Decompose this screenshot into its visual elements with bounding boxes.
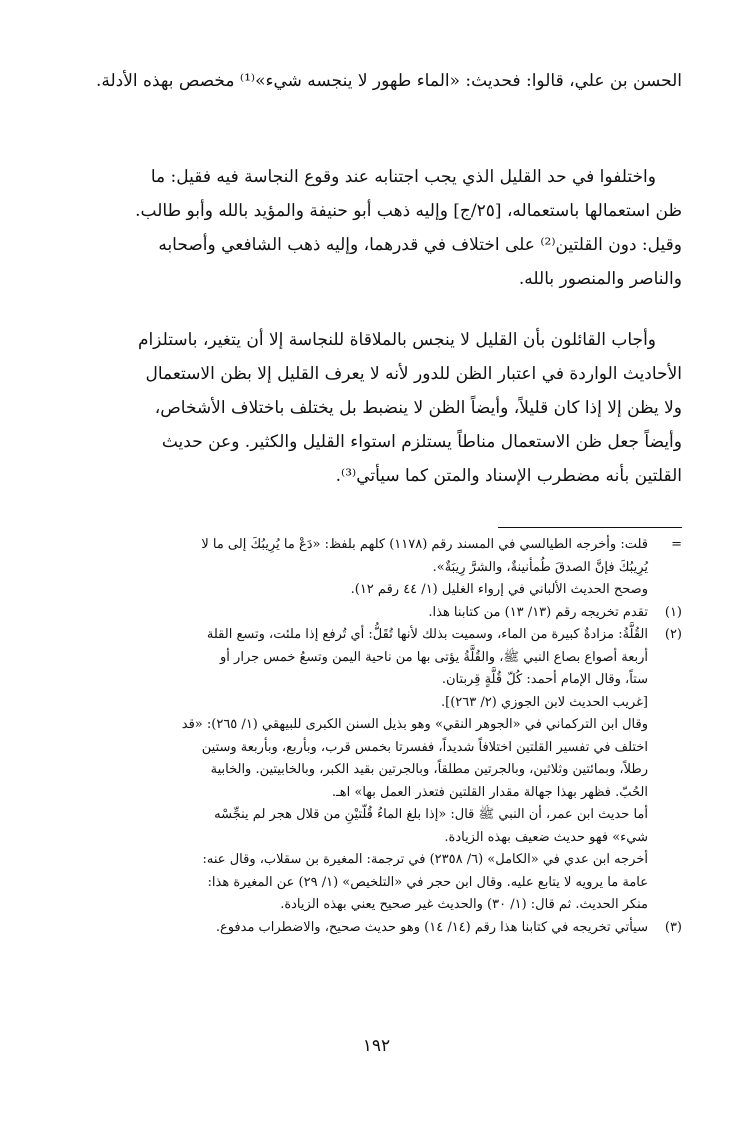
paragraph-1-text: الحسن بن علي، قالوا: فحديث: «الماء طهور لا ينجسه شيء»⁽¹⁾ مخصص بهذه الأدلة. bbox=[95, 71, 682, 91]
footnote-2-line: أما حديث ابن عمر، أن النبي ﷺ قال: «إذا بلغ الماءُ قُلّتيْنِ من قلال هجر لم ينجِّسْه bbox=[214, 807, 648, 822]
footnote-2-line: اختلف في تفسير القلتين اختلافاً شديداً، ففسرتا بخمس قرب، وبأربع، وبأربعة وستين bbox=[201, 739, 648, 755]
footnote-1 bbox=[66, 602, 682, 625]
footnote-continuation bbox=[66, 534, 682, 557]
footnote-2 bbox=[66, 624, 682, 647]
footnote-2-number: (٢) bbox=[664, 627, 682, 642]
continuation-line: وصحح الحديث الألباني في إرواء الغليل (١/ ٤٤ رقم ١٢). bbox=[350, 582, 648, 597]
footnote-2-line: عامة ما يرويه لا يتابع عليه. وقال ابن حجر في «التلخيص» (١/ ٢٩) عن المغيرة هذا: bbox=[207, 874, 648, 890]
continuation-line: يُرِيبُكَ فإنَّ الصدقَ طُمأنينةٌ، والشرَّ رِيبَةٌ». bbox=[432, 559, 648, 575]
footnote-2-line: منكر الحديث. ثم قال: (١/ ٣٠) والحديث غير صحيح يعني بهذه الزيادة. bbox=[280, 897, 648, 912]
page-number: ١٩٢ bbox=[362, 1036, 391, 1056]
paragraph-2-line: ظن استعمالها باستعماله، [٢٥/ج] وإليه ذهب أبو حنيفة والمؤيد بالله وأبو طالب. bbox=[135, 201, 682, 221]
footnote-1-number: (١) bbox=[664, 604, 682, 620]
paragraph-3-line: الأحاديث الواردة في اعتبار الظن للدور لأنه لا يعرف القليل إلا بظن الاستعمال bbox=[145, 364, 682, 384]
footnote-1-text: تقدم تخريجه رقم (١٣/ ١٣) من كتابنا هذا. bbox=[428, 604, 648, 620]
paragraph-3-line: ولا يظن إلا إذا كان قليلاً، وأيضاً الظن لا ينضبط بل يختلف باختلاف الأشخاص، bbox=[154, 398, 682, 418]
footnote-2-line: أربعة أصواع بصاع النبي ﷺ، والقُلَّةُ يؤتى بها من ناحية اليمن وتسعُ خمس جرار أو bbox=[220, 649, 648, 665]
footnote-2-line: أخرجه ابن عدي في «الكامل» (٦/ ٢٣٥٨) في ترجمة: المغيرة بن سقلاب، وقال عنه: bbox=[202, 852, 648, 867]
paragraph-2 bbox=[66, 160, 682, 296]
footnote-3-number: (٣) bbox=[664, 919, 682, 935]
paragraph-3-line: وأيضاً جعل ظن الاستعمال مناطاً يستلزم استواء القليل والكثير. وعن حديث bbox=[161, 432, 682, 452]
paragraph-2-line: والناصر والمنصور بالله. bbox=[518, 269, 682, 289]
footnote-2-line: القُلَّةُ: مزادةٌ كبيرة من الماء، وسميت بذلك لأنها تُقَلُّ: أي تُرفع إذا ملئت، وتسع القلة bbox=[206, 627, 648, 642]
footnote-2-line: رطلاً، وبمائتين وثلاثين، وبالجرتين مطلقاً، وبالجرتين بقيد الكبر، وبالخابيتين. والخابية bbox=[210, 762, 648, 777]
paragraph-2-line: وقيل: دون القلتين⁽²⁾ على اختلاف في قدرهما، وإليه ذهب الشافعي وأصحابه bbox=[158, 235, 682, 255]
paragraph-3-line: القلتين بأنه مضطرب الإسناد والمتن كما سيأتي⁽³⁾. bbox=[335, 466, 682, 486]
footnote-2-line: وقال ابن التركماني في «الجوهر النقي» وهو بذيل السنن الكبرى للبيهقي (١/ ٢٦٥): «قد bbox=[181, 717, 648, 732]
footnote-2-line: [غريب الحديث لابن الجوزي (٢/ ٢٦٣)]. bbox=[441, 694, 648, 710]
paragraph-3-line: وأجاب القائلون بأن القليل لا ينجس بالملاقاة للنجاسة إلا أن يتغير، باستلزام bbox=[137, 330, 656, 350]
footnotes bbox=[66, 534, 682, 939]
footnote-2-line: ستاً، وقال الإمام أحمد: كُلّ قُلَّةٍ قِربتان. bbox=[441, 672, 648, 687]
continuation-line: قلت: وأخرجه الطيالسي في المسند رقم (١١٧٨) كلهم بلفظ: «دَعْ ما يُرِيبُكَ إلى ما لا bbox=[201, 537, 648, 552]
footnote-separator bbox=[498, 527, 682, 528]
footnote-3 bbox=[66, 917, 682, 940]
paragraph-3 bbox=[66, 323, 682, 493]
footnote-3-text: سيأتي تخريجه في كتابنا هذا رقم (١٤/ ١٤) وهو حديث صحيح، والاضطراب مدفوع. bbox=[215, 919, 648, 935]
paragraph-1 bbox=[66, 64, 682, 98]
footnote-2-line: الحُبّ. فظهر بهذا جهالة مقدار القلتين فتعذر العمل بها» اهـ. bbox=[331, 784, 648, 800]
continuation-marker: = bbox=[671, 537, 682, 552]
footnote-2-line: شيء» فهو حديث ضعيف بهذه الزيادة. bbox=[444, 829, 648, 845]
paragraph-2-line: واختلفوا في حد القليل الذي يجب اجتنابه عند وقوع النجاسة فيه فقيل: ما bbox=[150, 167, 656, 187]
